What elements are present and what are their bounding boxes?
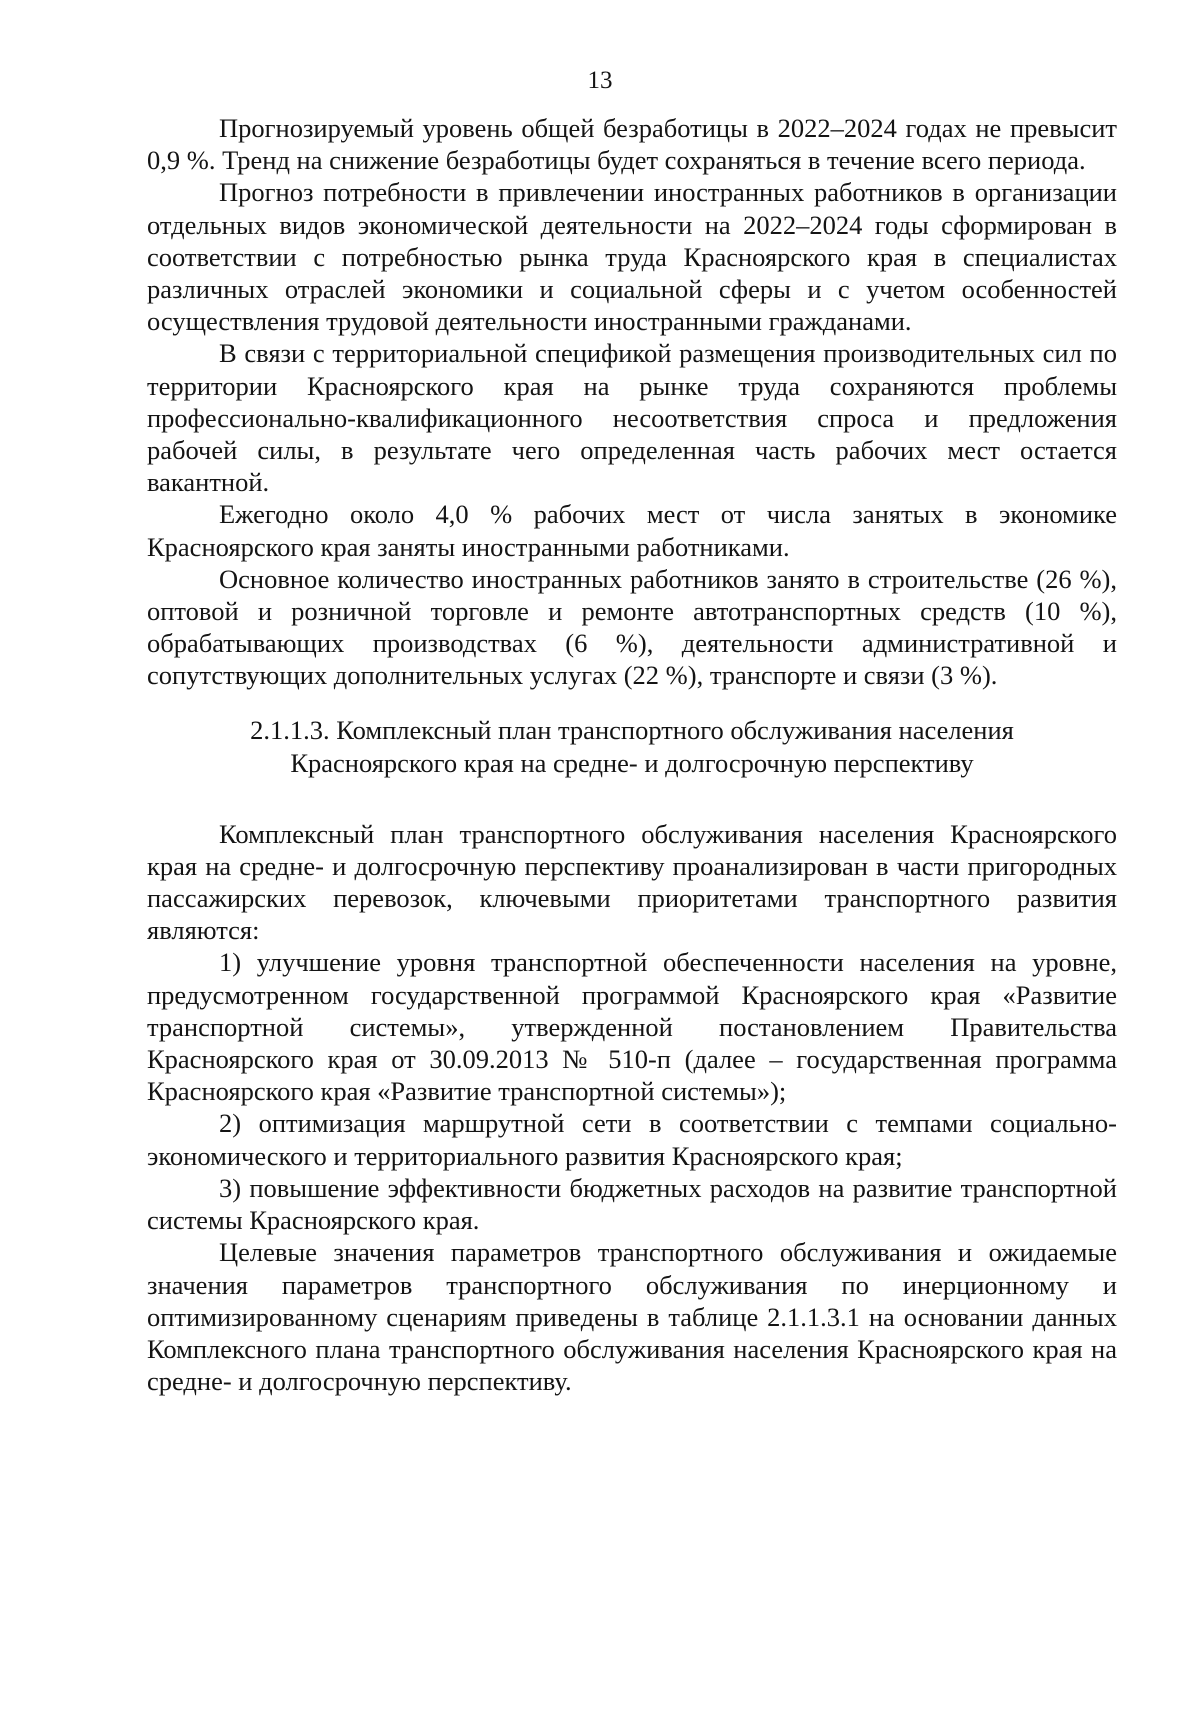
paragraph-unemployment-forecast: Прогнозируемый уровень общей безработицы в 2022–2024 годах не превысит 0,9 %. Тренд на снижение безработицы будет сохраняться в течение всего периода. [147,113,1117,176]
section-heading-line-1: 2.1.1.3. Комплексный план транспортного обслуживания населения [250,714,1014,745]
paragraph-foreign-workers-need: Прогноз потребности в привлечении иностранных работников в организации отдельных видов экономической деятельности на 2022–2024 годы сформирован в соответствии с потребностью рынка труда Красноярского края в специалистах различных отраслей экономики и социальной сферы и с учетом особенностей осуществления трудовой деятельности иностранными гражданами. [147,177,1117,337]
list-item-priority-1: 1) улучшение уровня транспортной обеспеченности населения на уровне, предусмотренном государственной программой Красноярского края «Развитие транспортной системы», утвержденной постановлением Правительства Красноярского края от 30.09.2013 № 510-п (далее – государственная программа Красноярского края «Развитие транспортной системы»); [147,947,1117,1107]
paragraph-target-values: Целевые значения параметров транспортного обслуживания и ожидаемые значения параметров транспортного обслуживания по инерционному и оптимизированному сценариям приведены в таблице 2.1.1.3.1 на основании данных Комплексного плана транспортного обслуживания населения Красноярского края на средне- и долгосрочную перспективу. [147,1237,1117,1397]
paragraph-foreign-workers-sectors: Основное количество иностранных работников занято в строительстве (26 %), оптовой и розничной торговле и ремонте автотранспортных средств (10 %), обрабатывающих производствах (6 %), деятельности административной и сопутствующих дополнительных услугах (22 %), транспорте и связи (3 %). [147,563,1117,691]
list-item-priority-3: 3) повышение эффективности бюджетных расходов на развитие транспортной системы Красноярского края. [147,1172,1117,1236]
page-number: 13 [587,67,613,94]
section-heading [147,714,1117,780]
paragraph-transport-plan-intro: Комплексный план транспортного обслуживания населения Красноярского края на средне- и долгосрочную перспективу проанализирован в части пригородных пассажирских перевозок, ключевыми приоритетами транспортного развития являются: [147,818,1117,946]
paragraph-labor-market-problems: В связи с территориальной спецификой размещения производительных сил по территории Красноярского края на рынке труда сохраняются проблемы профессионально-квалификационного несоответствия спроса и предложения рабочей силы, в результате чего определенная часть рабочих мест остается вакантной. [147,338,1117,498]
section-spacer [147,780,1117,818]
paragraph-foreign-workers-share: Ежегодно около 4,0 % рабочих мест от числа занятых в экономике Красноярского края заняты иностранными работниками. [147,499,1117,562]
list-item-priority-2: 2) оптимизация маршрутной сети в соответствии с темпами социально-экономического и территориального развития Красноярского края; [147,1108,1117,1171]
document-body [147,112,1117,1397]
section-heading-line-2: Красноярского края на средне- и долгосрочную перспективу [290,747,974,778]
